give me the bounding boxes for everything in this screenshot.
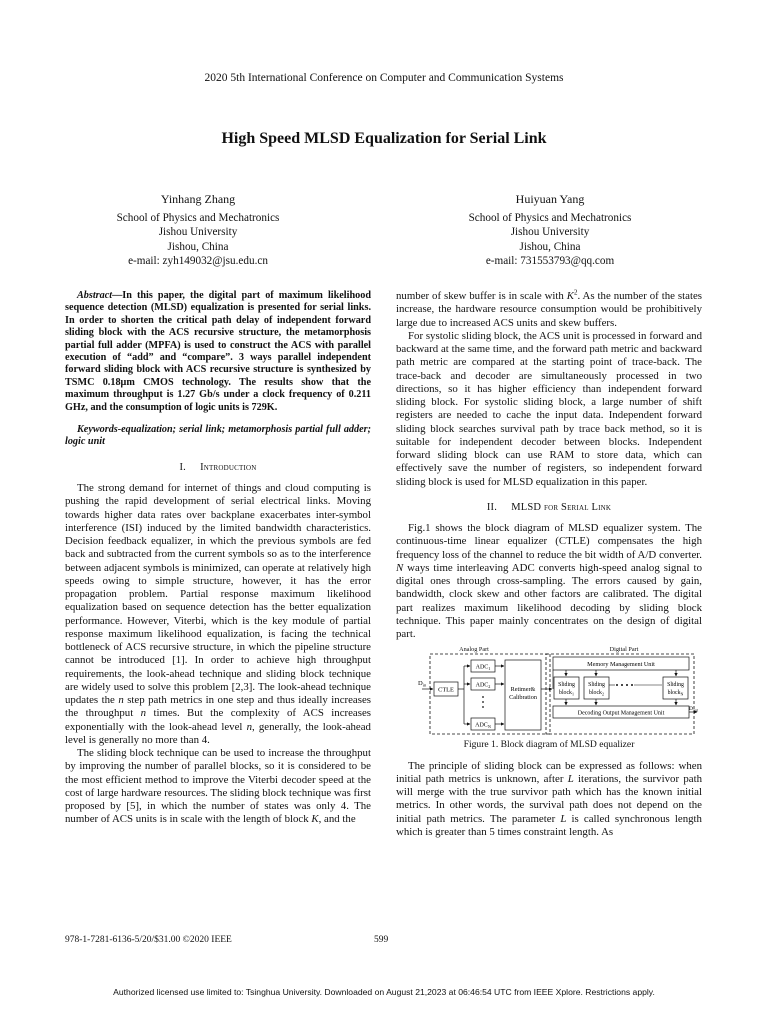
author-block-1: [48, 192, 348, 268]
figure-caption: Figure 1. Block diagram of MLSD equalizer: [463, 739, 635, 751]
conference-header: 2020 5th International Conference on Computer and Communication Systems: [204, 72, 564, 84]
sliding-block-1-sub: block$_1$: [559, 690, 574, 697]
section-heading-mlsd: II. MLSD for Serial Link: [486, 501, 612, 513]
abstract: [65, 290, 371, 414]
author-affiliation: School of Physics and Mechatronics: [116, 212, 280, 225]
adc-2-label: $ADC_2$: [475, 682, 491, 690]
author-location: Jishou, China: [167, 240, 229, 253]
author-location: Jishou, China: [519, 240, 581, 253]
author-name: Yinhang Zhang: [160, 192, 236, 206]
calibration-label: Calibration: [509, 694, 537, 702]
author-email: e-mail: 731553793@qq.com: [485, 254, 615, 267]
paper-title: High Speed MLSD Equalization for Serial Link: [221, 130, 547, 147]
intro-paragraph-2: The sliding block technique can be used to increase the throughput by improving the number of parallel blocks, so it is considered to be the most efficient method to improve the Viterbi decoder speed at the cost of large hardware resources. The sliding block technique was first proposed by [5], in which the number of states was only 4. The number of ACS units is in scale with the length of block K, and the: [65, 747, 371, 826]
author-university: Jishou University: [510, 226, 590, 239]
sliding-block-n-label: Sliding: [667, 682, 684, 689]
abstract-text: —In this paper, the digital part of maximum likelihood sequence detection (MLSD) equalization is presented for serial links. In order to shorten the critical path delay of independent forward sliding block with the ACS recursive structure, the metamorphosis partial full adder (MPFA) is used to construct the ACS with parallel execution of “add” and “compare”. 3 ways parallel independent forward sliding block with ACS recursive structure is synthesized by TSMC 0.18μm CMOS technology. The results show that the maximum throughput is 1.27 Gb/s under a clock frequency of 0.211 GHz, and the consumption of logic units is 729K.: [65, 290, 371, 413]
figure-1-block-diagram: [396, 644, 702, 736]
right-paragraph-2: Fig.1 shows the block diagram of MLSD equalizer system. The continuous-time linear equalizer (CTLE) compensates the high frequency loss of the channel to reduce the bit width of A/D converter. N ways time interleaving ADC converts high-speed analog signal to digital ones through cross-sampling. The errors caused by gain, bandwidth, clock skew and other factors are calibrated. The digital part realizes maximum likelihood decoding by sliding block technique. This paper mainly concentrates on the design of digital part.: [396, 522, 702, 640]
din-label: $D_{in}$: [418, 680, 427, 688]
authorized-use-notice: Authorized licensed use limited to: Tsinghua University. Downloaded on August 21,2023 at 06:46:54 UTC from IEEE Xplore. Restrictions apply.: [113, 987, 655, 997]
sliding-block-2-label: Sliding: [588, 682, 605, 689]
ctle-label: CTLE: [438, 686, 454, 694]
author-block-2: [400, 192, 700, 268]
memory-management-unit-label: Memory Management Unit: [587, 661, 655, 669]
sliding-block-n-sub: block$_N$: [667, 690, 684, 697]
decoding-output-management-unit-label: Decoding Output Management Unit: [577, 710, 665, 717]
adc-n-label: $ADC_N$: [475, 722, 491, 730]
intro-paragraph-1: The strong demand for internet of things and cloud computing is pushing the rapid development of serial electrical links. Moving towards higher data rates over backplane exacerbates inter-symbol interference (ISI) induced by the limited bandwidth characteristics. Decision feedback equalizer, in which the previous symbols are fed back and subtracted from the current symbols so as to the interference between adjacent symbols is minimized, can operate at relatively high speeds owing to simple structure, however, it has the error propagation problem. Partial response maximum likelihood equalization based on sequence detection has the better equalization performance. However, Viterbi, which is the key module of partial response maximum likelihood equalization, is facing the technical bottleneck of ACS recursive structure, in which the pipeline structure cannot be introduced [1]. In order to achieve high throughput requirements, the look-ahead technique and sliding block technique are widely used to solve this problem [2,3]. The look-ahead technique updates the n step path metrics in one step and thus ideally increases the throughput n times. But the complexity of ACS increases exponentially with the look-ahead level n, generally, the look-ahead level is generally no more than 4.: [65, 482, 372, 746]
right-paragraph-0: number of skew buffer is in scale with $K^2$. As the number of the states increase, the hardware resource consumption would be prohibitively large due to increased ACS units and skew buffers.: [396, 288, 702, 329]
block-diagram-svg: [396, 644, 702, 736]
adc-1-label: $ADC_1$: [475, 664, 491, 672]
author-name: Huiyuan Yang: [515, 192, 585, 206]
analog-part-label: Analog Part: [459, 646, 489, 654]
dout-label: $D_{out}$: [689, 706, 699, 713]
section-heading-introduction: I. Introduction: [179, 461, 257, 473]
digital-part-label: Digital Part: [609, 646, 639, 654]
left-column: [65, 290, 371, 827]
author-university: Jishou University: [158, 226, 238, 239]
author-affiliation: School of Physics and Mechatronics: [468, 212, 632, 225]
retimer-label: Retimer&: [510, 686, 536, 694]
page-number: 599: [374, 935, 389, 945]
right-paragraph-3: The principle of sliding block can be expressed as follows: when initial path metrics is unknown, after L iterations, the survivor path will merge with the true survivor path which has the known initial metrics. In other words, the survival path does not depend on the initial path metrics. The parameter L is called synchronous length which is greater than 5 times constraint length. As: [396, 759, 703, 838]
right-column: [396, 290, 702, 839]
author-email: e-mail: zyh149032@jsu.edu.cn: [128, 254, 268, 267]
sliding-block-2-sub: block$_2$: [589, 690, 604, 697]
right-paragraph-1: For systolic sliding block, the ACS unit is processed in forward and backward at the same time, and the forward path metric and backward path metric are compared at the starting point of trace-back. The trace-back and decoder are simultaneously processed in two directions, so it has higher efficiency than independent forward sliding block. For systolic sliding block, a large number of shift registers are needed to cache the input data. Independent forward sliding block searches survival path by trace back method, so it is suitable for independent decoder between blocks. Independent forward sliding block can use RAM to store data, which can effectively save the number of registers, so independent forward sliding block is used for MLSD equalization in this paper.: [396, 329, 702, 488]
isbn-footer: 978-1-7281-6136-5/20/$31.00 ©2020 IEEE: [65, 935, 232, 945]
abstract-label: Abstract: [77, 290, 113, 301]
sliding-block-1-label: Sliding: [558, 682, 575, 689]
keywords: Keywords-equalization; serial link; metamorphosis partial full adder; logic unit: [65, 424, 371, 448]
